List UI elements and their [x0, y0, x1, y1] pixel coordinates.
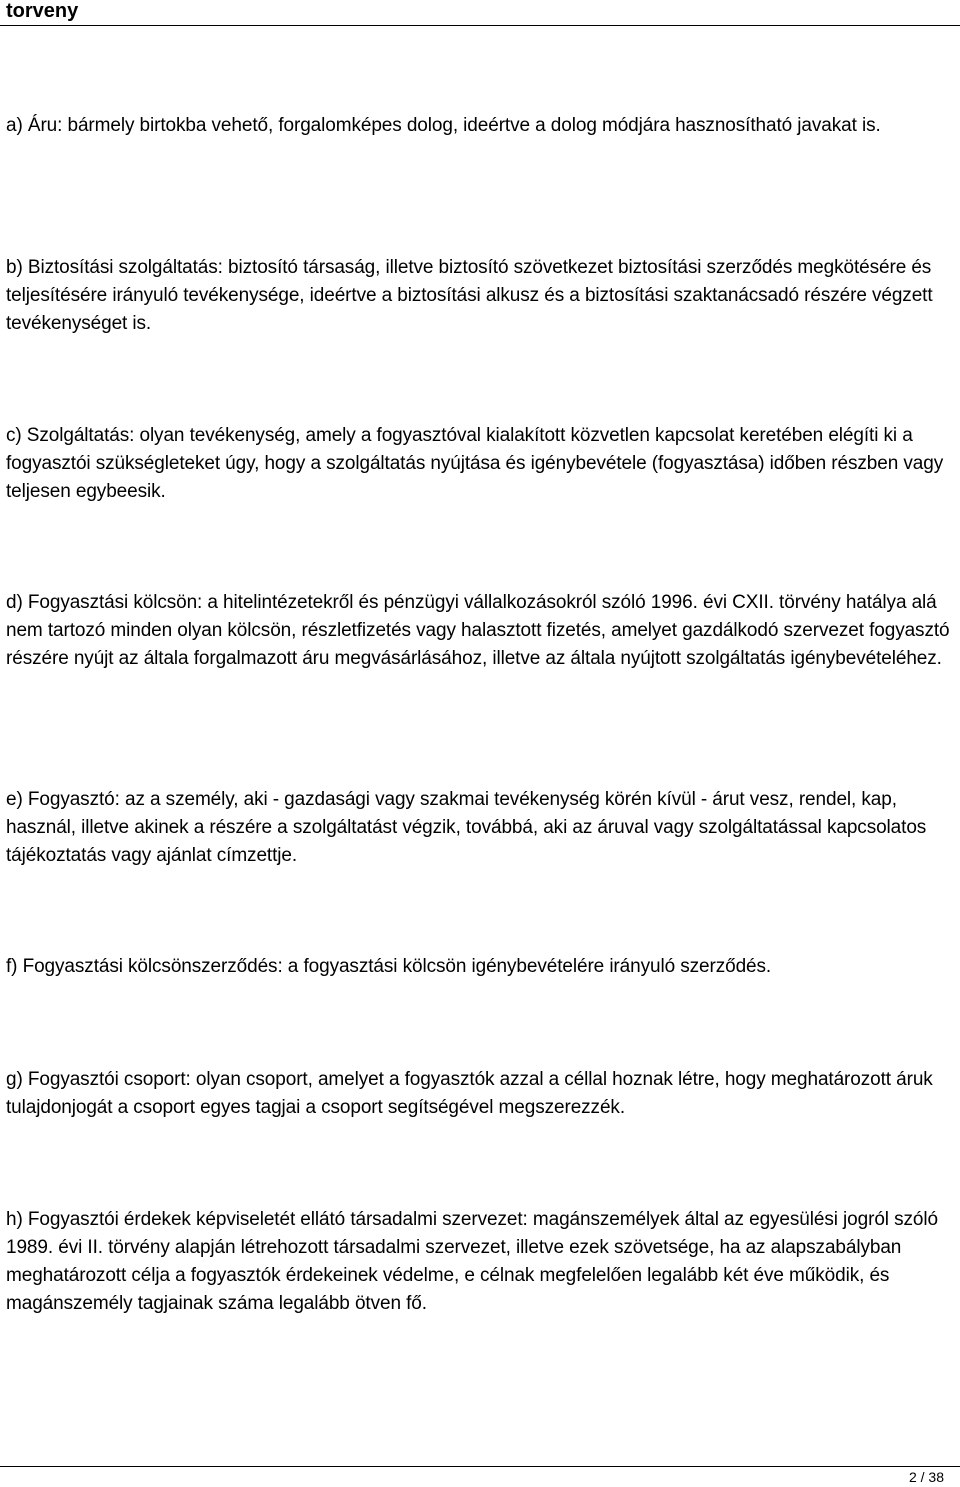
footer-divider: [0, 1466, 960, 1467]
paragraph-a: a) Áru: bármely birtokba vehető, forgalomképes dolog, ideértve a dolog módjára hasznosítható javakat is.: [6, 115, 881, 136]
document-title: torveny: [6, 0, 79, 22]
paragraph-g: g) Fogyasztói csoport: olyan csoport, amelyet a fogyasztók azzal a céllal hoznak létre, hogy meghatározott áruk tulajdonjogát a csoport egyes tagjai a csoport segítségével megszerezzék.: [6, 1069, 933, 1118]
header-divider: [0, 25, 960, 26]
paragraph-d: d) Fogyasztási kölcsön: a hitelintézetekről és pénzügyi vállalkozásokról szóló 1996. évi CXII. törvény hatálya alá nem tartozó minden olyan kölcsön, részletfizetés vagy halasztott fizetés, amelyet gazdálkodó szervezet fogyasztó részére nyújt az általa forgalmazott áru megvásárlásához, illetve az általa nyújtott szolgáltatás igénybevételéhez.: [6, 592, 950, 669]
paragraph-b: b) Biztosítási szolgáltatás: biztosító társaság, illetve biztosító szövetkezet biztosítási szerződés megkötésére és teljesítésére irányuló tevékenysége, ideértve a biztosítási alkusz és a biztosítási szaktanácsadó részére végzett tevékenységet is.: [6, 257, 933, 334]
paragraph-f: f) Fogyasztási kölcsönszerződés: a fogyasztási kölcsön igénybevételére irányuló szerződés.: [6, 956, 772, 977]
page-header: [0, 0, 960, 26]
paragraph-e: e) Fogyasztó: az a személy, aki - gazdasági vagy szakmai tevékenység körén kívül - árut vesz, rendel, kap, használ, illetve akinek a részére a szolgáltatást végzik, továbbá, aki az áruval vagy szolgáltatással kapcsolatos tájékoztatás vagy ajánlat címzettje.: [6, 789, 927, 866]
page-number: 2 / 38: [908, 1469, 944, 1485]
paragraph-h: h) Fogyasztói érdekek képviseletét ellátó társadalmi szervezet: magánszemélyek által az egyesülési jogról szóló 1989. évi II. törvény alapján létrehozott társadalmi szervezet, illetve ezek szövetsége, ha az alapszabályban meghatározott célja a fogyasztók érdekeinek védelme, e célnak megfelelően legalább két éve működik, és magánszemély tagjainak száma legalább ötven fő.: [6, 1209, 938, 1314]
paragraph-c: c) Szolgáltatás: olyan tevékenység, amely a fogyasztóval kialakított közvetlen kapcsolat keretében elégíti ki a fogyasztói szükségleteket úgy, hogy a szolgáltatás nyújtása és igénybevétele (fogyasztása) időben részben vagy teljesen egybeesik.: [6, 425, 944, 502]
